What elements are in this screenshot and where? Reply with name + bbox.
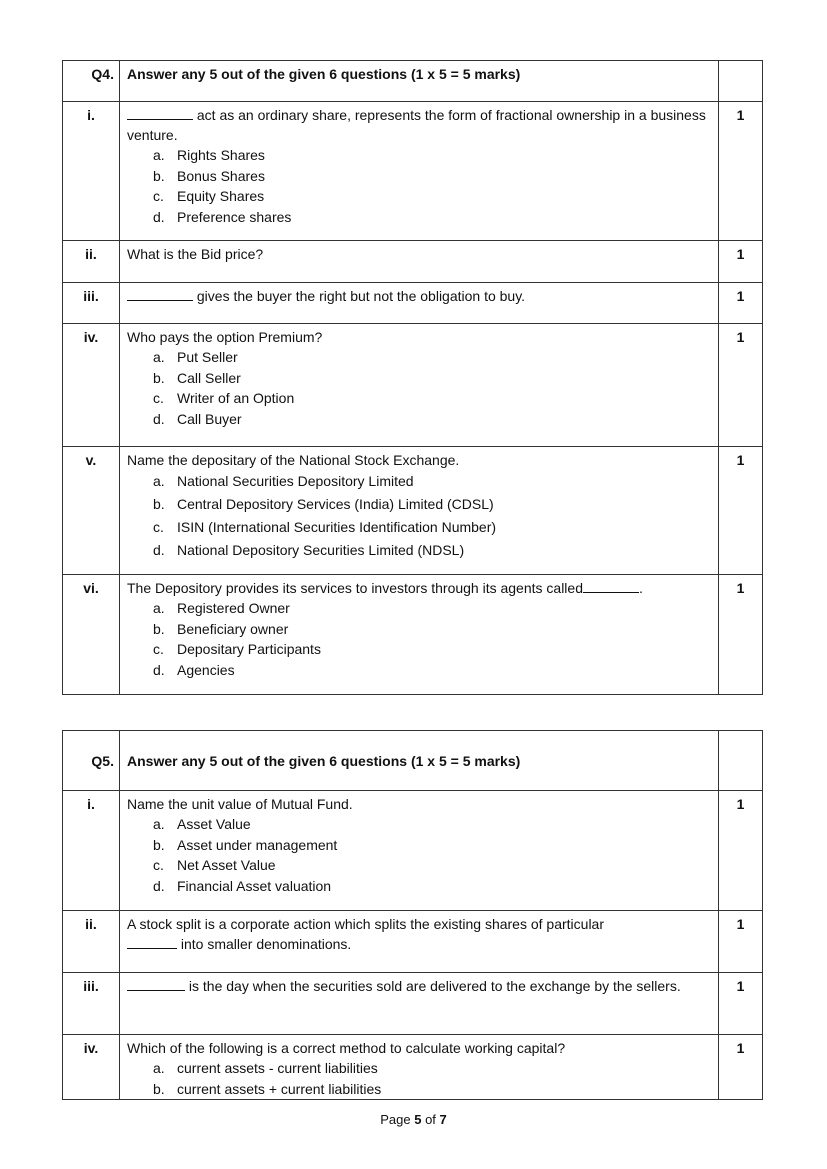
answer-blank [127,976,185,991]
marks: 1 [736,978,745,994]
q4-item-v [63,447,763,575]
question-text: What is the Bid price? [127,246,264,262]
item-number: vi. [83,580,99,596]
q4-item-ii [63,241,763,283]
page-total: 7 [439,1112,447,1127]
options-list [127,1058,712,1099]
page-of: of [425,1112,436,1127]
option-b: b. Asset under management [153,836,338,853]
option-b: b. Bonus Shares [153,167,265,184]
option-d: d. National Depository Securities Limited (NDSL) [153,542,465,558]
options-list [127,814,712,896]
option-d: d. Call Buyer [153,410,242,427]
item-number: ii. [85,916,97,932]
q5-table [62,730,763,1100]
option-c: c. Writer of an Option [153,390,295,406]
option-d: d. Agencies [153,661,235,678]
option-d: d. Financial Asset valuation [153,877,332,894]
answer-blank [583,578,639,593]
answer-blank [127,105,193,120]
item-number: iii. [83,288,99,304]
option-c: c. Net Asset Value [153,857,276,873]
marks: 1 [736,1040,745,1056]
q4-header-row [63,61,763,102]
option-a: a. current assets - current liabilities [153,1060,378,1076]
q4-instruction: Answer any 5 out of the given 6 questions (1 x 5 = 5 marks) [127,66,521,82]
question-text: Name the depositary of the National Stock Exchange. [127,452,460,468]
q4-item-iii [63,283,763,324]
option-a: a. Put Seller [153,349,238,365]
question-text: Name the unit value of Mutual Fund. [127,796,353,812]
q5-item-i [63,791,763,911]
option-c: c. Depositary Participants [153,641,321,657]
item-number: i. [87,796,95,812]
q4-item-iv [63,324,763,447]
option-a: a. National Securities Depository Limited [153,473,414,489]
marks: 1 [736,916,745,932]
q4-item-i [63,102,763,241]
q5-header-row [63,731,763,791]
page-number: 5 [414,1112,422,1127]
option-a: a. Registered Owner [153,600,290,616]
page-footer [0,1112,827,1127]
question-text: act as an ordinary share, represents the form of fractional ownership in a business venture. [127,107,706,143]
marks: 1 [736,329,745,345]
q5-item-iv [63,1035,763,1100]
item-number: iii. [83,978,99,994]
item-number: i. [87,107,95,123]
option-c: c. ISIN (International Securities Identification Number) [153,519,497,535]
question-text: A stock split is a corporate action which splits the existing shares of particular into smaller denominations. [127,916,604,952]
question-text: gives the buyer the right but not the obligation to buy. [127,283,712,306]
options-list [127,347,712,429]
item-number: ii. [85,246,97,262]
marks: 1 [736,452,745,468]
q4-number: Q4. [91,66,114,82]
item-number: v. [85,452,97,468]
options-list [127,145,712,227]
option-b: b. Central Depository Services (India) Limited (CDSL) [153,496,494,512]
q4-item-vi [63,575,763,695]
options-list [127,470,712,562]
option-b: b. Beneficiary owner [153,620,289,637]
options-list [127,598,712,680]
question-text: Which of the following is a correct method to calculate working capital? [127,1040,566,1056]
option-b: b. current assets + current liabilities [153,1080,382,1097]
item-number: iv. [83,1040,99,1056]
answer-blank [127,934,177,949]
q5-item-ii [63,911,763,973]
q5-instruction: Answer any 5 out of the given 6 questions (1 x 5 = 5 marks) [127,753,521,769]
q4-table [62,60,763,695]
option-a: a. Asset Value [153,816,251,832]
question-text: is the day when the securities sold are delivered to the exchange by the sellers. [127,973,712,996]
question-text: Who pays the option Premium? [127,329,323,345]
item-number: iv. [83,329,99,345]
marks: 1 [736,107,745,123]
marks: 1 [736,288,745,304]
marks: 1 [736,796,745,812]
page-label: Page [380,1112,411,1127]
question-text: The Depository provides its services to investors through its agents called . [127,580,643,596]
marks: 1 [736,580,745,596]
marks: 1 [736,246,745,262]
option-a: a. Rights Shares [153,147,265,163]
answer-blank [127,286,193,301]
q5-number: Q5. [91,753,114,769]
option-c: c. Equity Shares [153,188,265,204]
option-d: d. Preference shares [153,208,292,225]
option-b: b. Call Seller [153,369,241,386]
q5-item-iii [63,973,763,1035]
